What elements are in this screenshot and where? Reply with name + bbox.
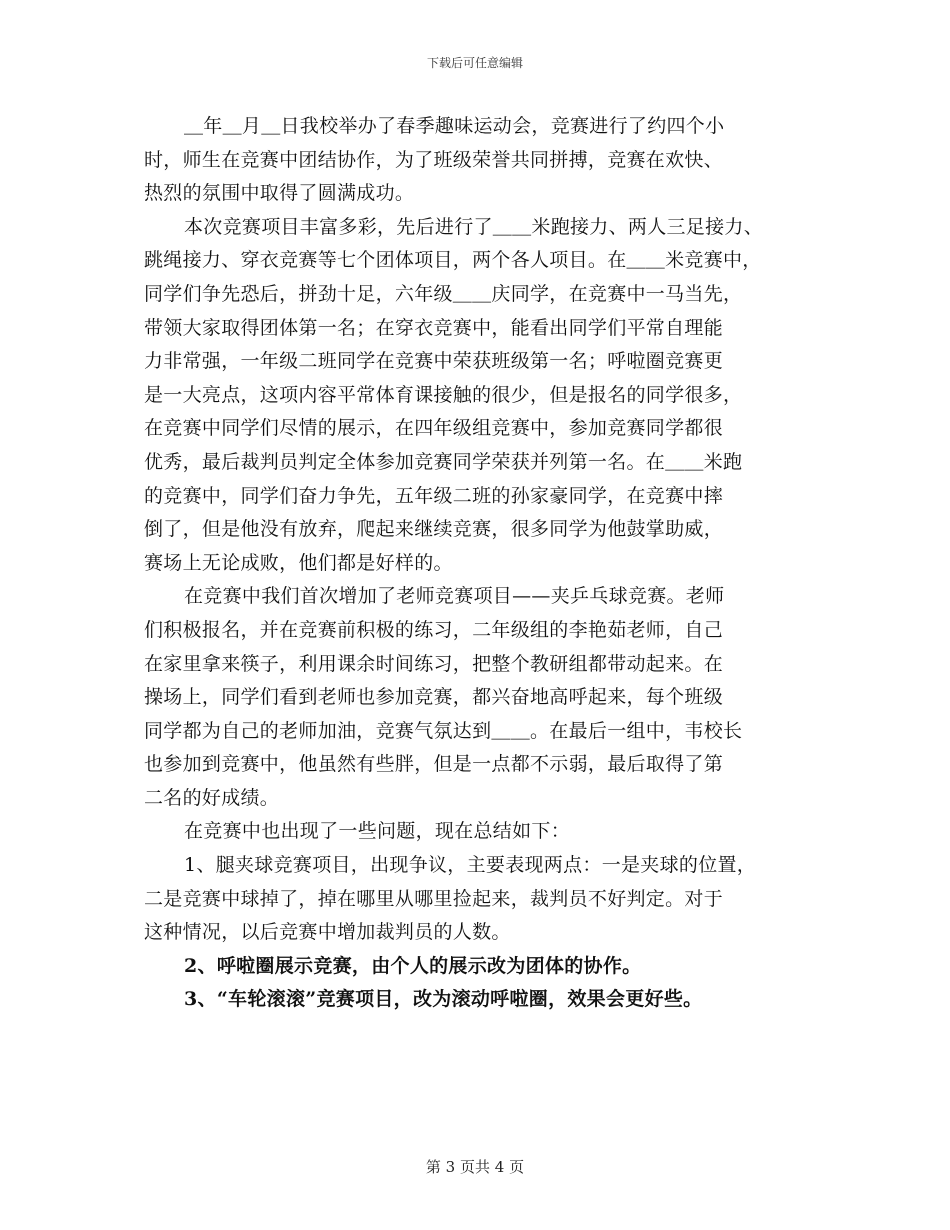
text-line: 力非常强，一年级二班同学在竞赛中荣获班级第一名；呼啦圈竞赛更 xyxy=(144,350,724,373)
text-line: 二是竞赛中球掉了，掉在哪里从哪里捡起来，裁判员不好判定。对于 xyxy=(144,887,724,910)
text-line: 在竞赛中也出现了一些问题，现在总结如下： xyxy=(184,820,571,843)
text-line: 是一大亮点，这项内容平常体育课接触的很少，但是报名的同学很多， xyxy=(144,383,743,406)
text-line: 倒了，但是他没有放弃，爬起来继续竞赛，很多同学为他鼓掌助威， xyxy=(144,518,724,541)
text-line: 也参加到竞赛中，他虽然有些胖，但是一点都不示弱，最后取得了第 xyxy=(144,753,724,776)
text-line: 赛场上无论成败，他们都是好样的。 xyxy=(144,551,453,574)
text-line: 操场上，同学们看到老师也参加竞赛，都兴奋地高呼起来，每个班级 xyxy=(144,686,724,709)
text-line: 带领大家取得团体第一名；在穿衣竞赛中，能看出同学们平常自理能 xyxy=(144,316,724,339)
text-line: 热烈的氛围中取得了圆满成功。 xyxy=(144,182,415,205)
text-line: 时，师生在竞赛中团结协作，为了班级荣誉共同拼搏，竞赛在欢快、 xyxy=(144,148,724,171)
text-line: 在家里拿来筷子，利用课余时间练习，把整个教研组都带动起来。在 xyxy=(144,652,724,675)
text-line: 1、腿夹球竞赛项目，出现争议，主要表现两点：一是夹球的位置， xyxy=(184,854,757,877)
text-line: 本次竞赛项目丰富多彩，先后进行了＿＿米跑接力、两人三足接力、 xyxy=(184,215,764,238)
text-line: 们积极报名，并在竞赛前积极的练习，二年级组的李艳茹老师，自己 xyxy=(144,618,724,641)
text-line: 2、呼啦圈展示竞赛，由个人的展示改为团体的协作。 xyxy=(184,954,642,977)
text-line: 跳绳接力、穿衣竞赛等七个团体项目，两个各人项目。在＿＿米竞赛中， xyxy=(144,249,762,272)
text-line: 优秀，最后裁判员判定全体参加竞赛同学荣获并列第一名。在＿＿米跑 xyxy=(144,450,743,473)
text-line: 这种情况，以后竞赛中增加裁判员的人数。 xyxy=(144,921,511,944)
text-line: 同学们争先恐后，拼劲十足，六年级＿＿庆同学，在竞赛中一马当先， xyxy=(144,282,743,305)
text-line: ＿年＿月＿日我校举办了春季趣味运动会，竞赛进行了约四个小 xyxy=(184,115,725,137)
text-line: 二名的好成绩。 xyxy=(144,786,280,809)
page-footer: 第 3 页共 4 页 xyxy=(425,1158,525,1176)
text-line: 同学都为自己的老师加油，竞赛气氛达到＿＿。在最后一组中，韦校长 xyxy=(144,719,743,742)
document-body xyxy=(144,110,816,1017)
text-line: 的竞赛中，同学们奋力争先，五年级二班的孙家豪同学，在竞赛中摔 xyxy=(144,484,724,507)
text-line: 在竞赛中我们首次增加了老师竞赛项目——夹乒乓球竞赛。老师 xyxy=(184,585,725,608)
text-line: 3、“车轮滚滚”竞赛项目，改为滚动呼啦圈，效果会更好些。 xyxy=(184,988,703,1011)
page-header: 下载后可任意编辑 xyxy=(426,56,523,70)
text-line: 在竞赛中同学们尽情的展示，在四年级组竞赛中，参加竞赛同学都很 xyxy=(144,417,724,440)
